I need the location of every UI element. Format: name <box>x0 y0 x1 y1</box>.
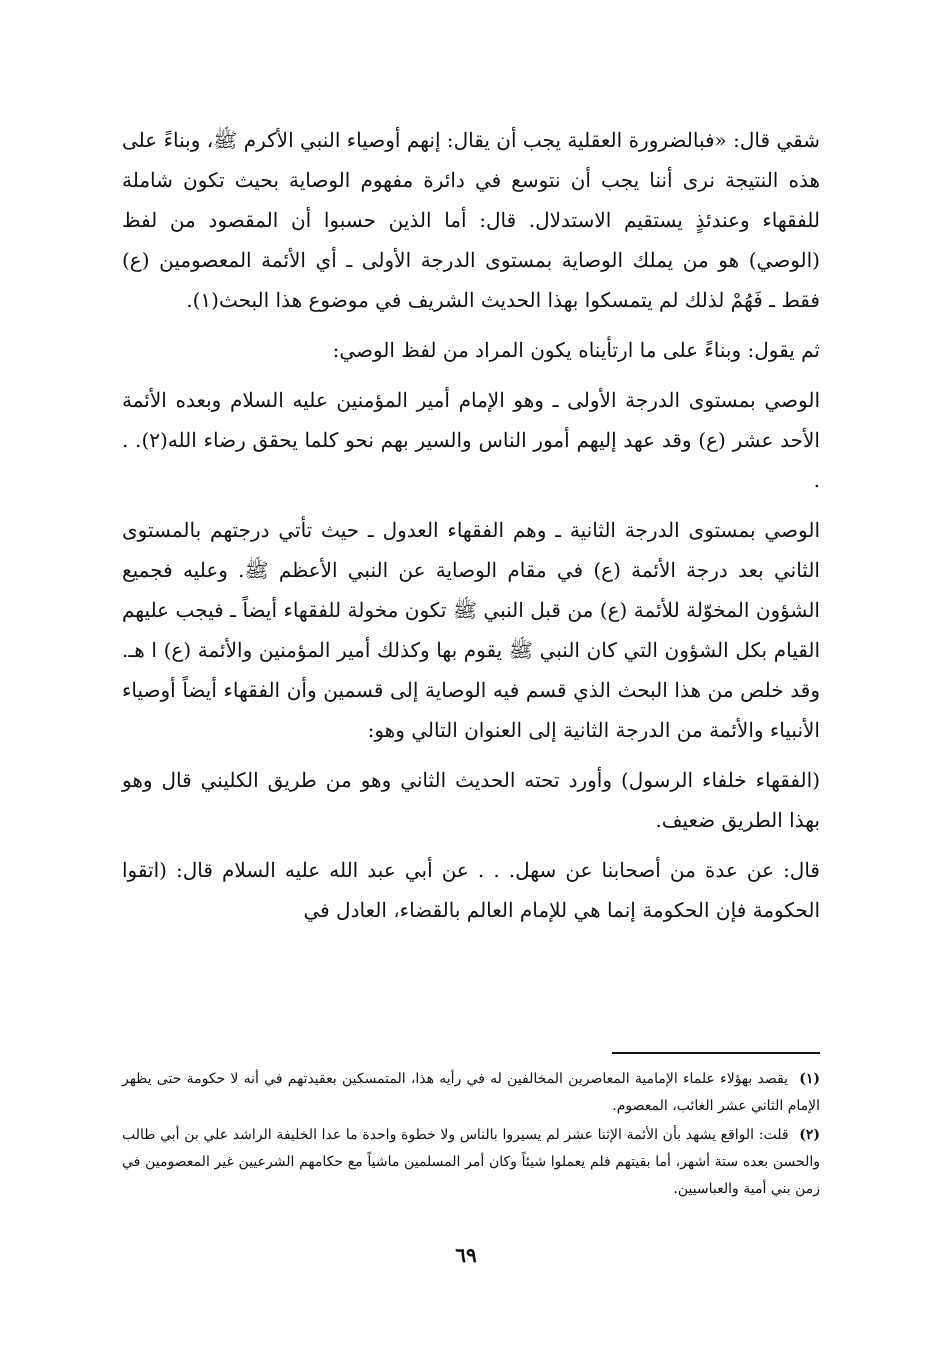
paragraph-5: (الفقهاء خلفاء الرسول) وأورد تحته الحديث الثاني وهو من طريق الكليني قال وهو بهذا الطريق ضعيف. <box>122 768 820 832</box>
page-body <box>122 120 821 1197</box>
page-number: ٦٩ <box>455 1243 477 1267</box>
paragraph-3: الوصي بمستوى الدرجة الأولى ـ وهو الإمام أمير المؤمنين عليه السلام وبعده الأئمة الأحد عشر (ع) وقد عهد إليهم أمور الناس والسير بهم نحو كلما يحقق رضاء الله(٢). . . <box>122 388 820 492</box>
footnote-1-mark: (١) <box>799 1071 821 1087</box>
footnotes <box>122 1066 820 1205</box>
footnote-2-mark: (٢) <box>799 1127 820 1143</box>
footnote-1 <box>122 1066 820 1120</box>
footnote-divider <box>612 1052 820 1054</box>
footnote-1-text: يقصد بهؤلاء علماء الإمامية المعاصرين المخالفين له في رأيه هذا، المتمسكين بعقيدتهم في أنه لا حكومة حتى يظهر الإمام الثاني عشر الغائب، المعصوم. <box>122 1071 820 1114</box>
footnote-2 <box>122 1122 820 1203</box>
paragraph-2: ثم يقول: وبناءً على ما ارتأيناه يكون المراد من لفظ الوصي: <box>332 338 820 362</box>
paragraph-6: قال: عن عدة من أصحابنا عن سهل. . . عن أبي عبد الله عليه السلام قال: (اتقوا الحكومة فإن الحكومة إنما هي للإمام العالم بالقضاء، العادل في <box>122 858 820 922</box>
paragraph-4: الوصي بمستوى الدرجة الثانية ـ وهم الفقهاء العدول ـ حيث تأتي درجتهم بالمستوى الثاني بعد درجة الأئمة (ع) في مقام الوصاية عن النبي الأعظم ﷺ. وعليه فجميع الشؤون المخوّلة للأئمة (ع) من قبل النبي ﷺ تكون مخولة للفقهاء أيضاً ـ فيجب عليهم القيام بكل الشؤون التي كان النبي ﷺ يقوم بها وكذلك أمير المؤمنين والأئمة (ع) ا هـ. وقد خلص من هذا البحث الذي قسم فيه الوصاية إلى قسمين وأن الفقهاء أيضاً أوصياء الأنبياء والأئمة من الدرجة الثانية إلى العنوان التالي وهو: <box>122 518 820 742</box>
footnote-2-text: قلت: الواقع يشهد بأن الأئمة الإثنا عشر لم يسيروا بالناس ولا خطوة واحدة ما عدا الخليفة الراشد علي بن أبي طالب والحسن بعده ستة أشهر، أما بقيتهم فلم يعملوا شيئاً وكان أمر المسلمين ماشياً مع حكامهم الشرعيين غير المعصومين في زمن بني أمية والعباسيين. <box>122 1127 820 1197</box>
paragraph-1: شقي قال: «فبالضرورة العقلية يجب أن يقال: إنهم أوصياء النبي الأكرم ﷺ، وبناءً على هذه النتيجة نرى أننا يجب أن نتوسع في دائرة مفهوم الوصاية بحيث تكون شاملة للفقهاء وعندئذٍ يستقيم الاستدلال. قال: أما الذين حسبوا أن المقصود من لفظ (الوصي) هو من يملك الوصاية بمستوى الدرجة الأولى ـ أي الأئمة المعصومين (ع) فقط ـ فَهُمْ لذلك لم يتمسكوا بهذا الحديث الشريف في موضوع هذا البحث(١). <box>122 128 820 312</box>
